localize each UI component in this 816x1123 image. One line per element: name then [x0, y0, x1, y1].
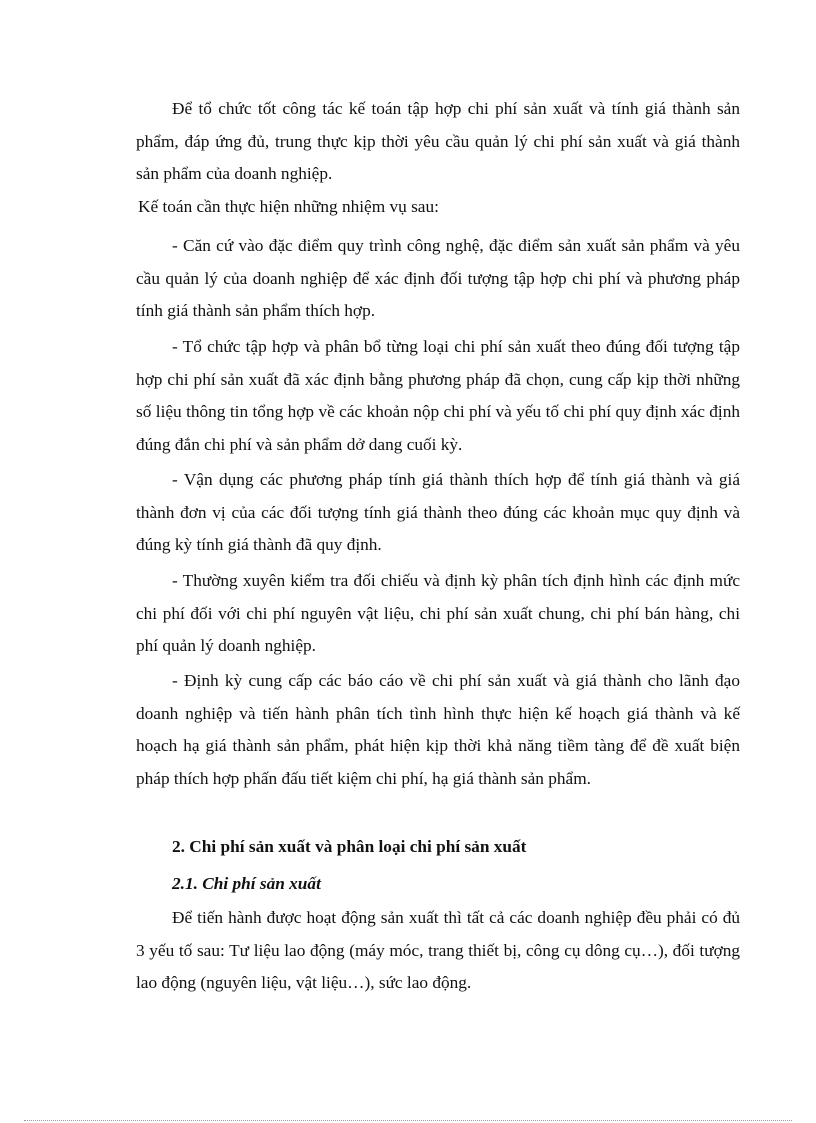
intro-paragraph: Để tổ chức tốt công tác kế toán tập hợp chi phí sản xuất và tính giá thành sản phẩm, đáp ứng đủ, trung thực kịp thời yêu cầu quản lý chi phí sản xuất và giá thành sản phẩm của doanh nghiệp.: [136, 99, 740, 184]
section-heading-2-1: 2.1. Chi phí sản xuất: [172, 874, 321, 893]
task-paragraph-5: - Định kỳ cung cấp các báo cáo về chi phí sản xuất và giá thành cho lãnh đạo doanh nghiệp và tiến hành phân tích tình hình thực hiện kế hoạch giá thành và kế hoạch hạ giá thành sản phẩm, phát hiện kịp thời khả năng tiềm tàng để đề xuất biện pháp thích hợp phấn đấu tiết kiệm chi phí, hạ giá thành sản phẩm.: [136, 671, 740, 789]
task-paragraph-3: - Vận dụng các phương pháp tính giá thành thích hợp để tính giá thành và giá thành đơn vị của các đối tượng tính giá thành theo đúng các khoản mục quy định và đúng kỳ tính giá thành đã quy định.: [136, 470, 740, 555]
tasks-intro: Kế toán cần thực hiện những nhiệm vụ sau:: [138, 197, 439, 216]
section-heading-2: 2. Chi phí sản xuất và phân loại chi phí sản xuất: [172, 837, 527, 856]
page-bottom-dotted-border: [24, 1120, 792, 1121]
task-paragraph-4: - Thường xuyên kiểm tra đối chiếu và định kỳ phân tích định hình các định mức chi phí đối với chi phí nguyên vật liệu, chi phí sản xuất chung, chi phí bán hàng, chi phí quản lý doanh nghiệp.: [136, 571, 740, 656]
task-paragraph-1: - Căn cứ vào đặc điểm quy trình công nghệ, đặc điểm sản xuất sản phẩm và yêu cầu quản lý của doanh nghiệp để xác định đối tượng tập hợp chi phí và phương pháp tính giá thành sản phẩm thích hợp.: [136, 236, 740, 321]
closing-paragraph: Để tiến hành được hoạt động sản xuất thì tất cả các doanh nghiệp đều phải có đủ 3 yếu tố sau: Tư liệu lao động (máy móc, trang thiết bị, công cụ dông cụ…), đối tượng lao động (nguyên liệu, vật liệu…), sức lao động.: [136, 908, 740, 993]
task-paragraph-2: - Tổ chức tập hợp và phân bổ từng loại chi phí sản xuất theo đúng đối tượng tập hợp chi phí sản xuất đã xác định bằng phương pháp đã chọn, cung cấp kịp thời những số liệu thông tin tổng hợp về các khoản nộp chi phí và yếu tố chi phí quy định xác định đúng đắn chi phí và sản phẩm dở dang cuối kỳ.: [136, 337, 740, 455]
